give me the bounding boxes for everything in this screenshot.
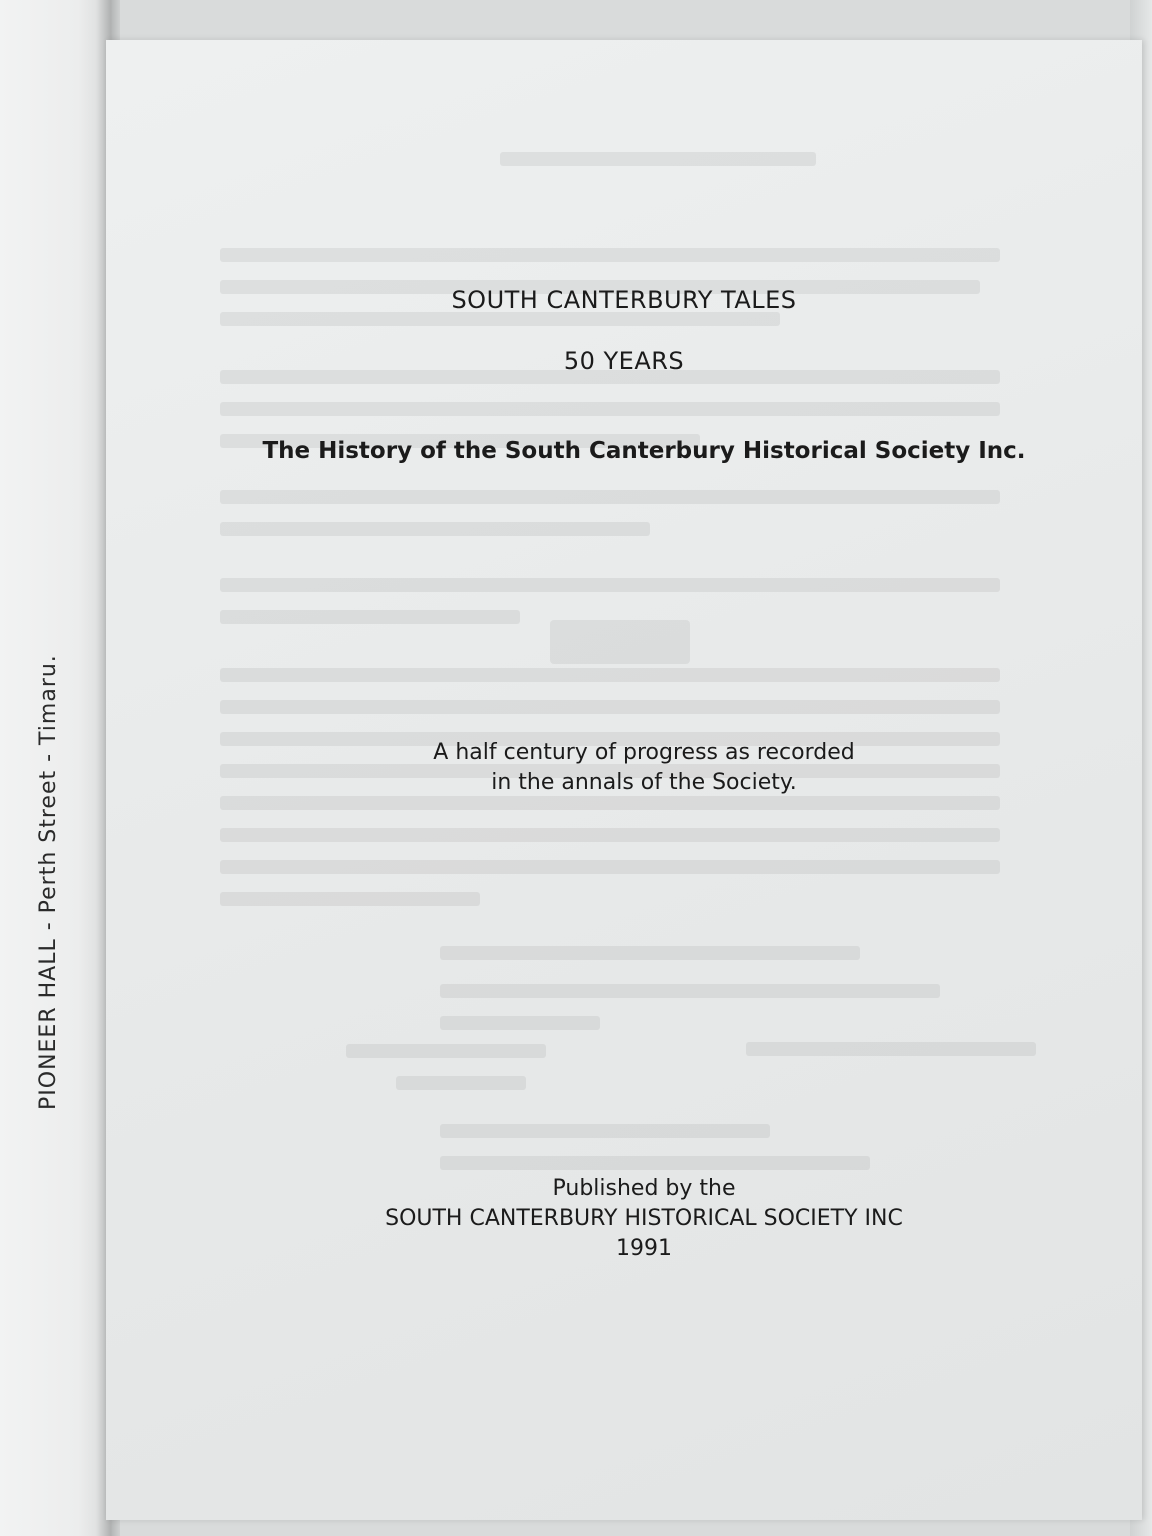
series-title: SOUTH CANTERBURY TALES xyxy=(451,286,797,314)
publisher-intro: Published by the xyxy=(552,1176,736,1201)
book-subtitle: The History of the South Canterbury Historical Society Inc. xyxy=(262,438,1026,464)
publication-year: 1991 xyxy=(616,1236,672,1261)
title-page xyxy=(106,40,1142,1520)
tagline xyxy=(126,738,1152,798)
publisher-name: SOUTH CANTERBURY HISTORICAL SOCIETY INC xyxy=(385,1206,903,1231)
tagline-line-2: in the annals of the Society. xyxy=(491,770,797,795)
spine-caption: PIONEER HALL - Perth Street - Timaru. xyxy=(36,654,61,1110)
tagline-line-1: A half century of progress as recorded xyxy=(433,740,855,765)
publisher-block xyxy=(126,1174,1152,1264)
anniversary-heading: 50 YEARS xyxy=(563,347,685,375)
